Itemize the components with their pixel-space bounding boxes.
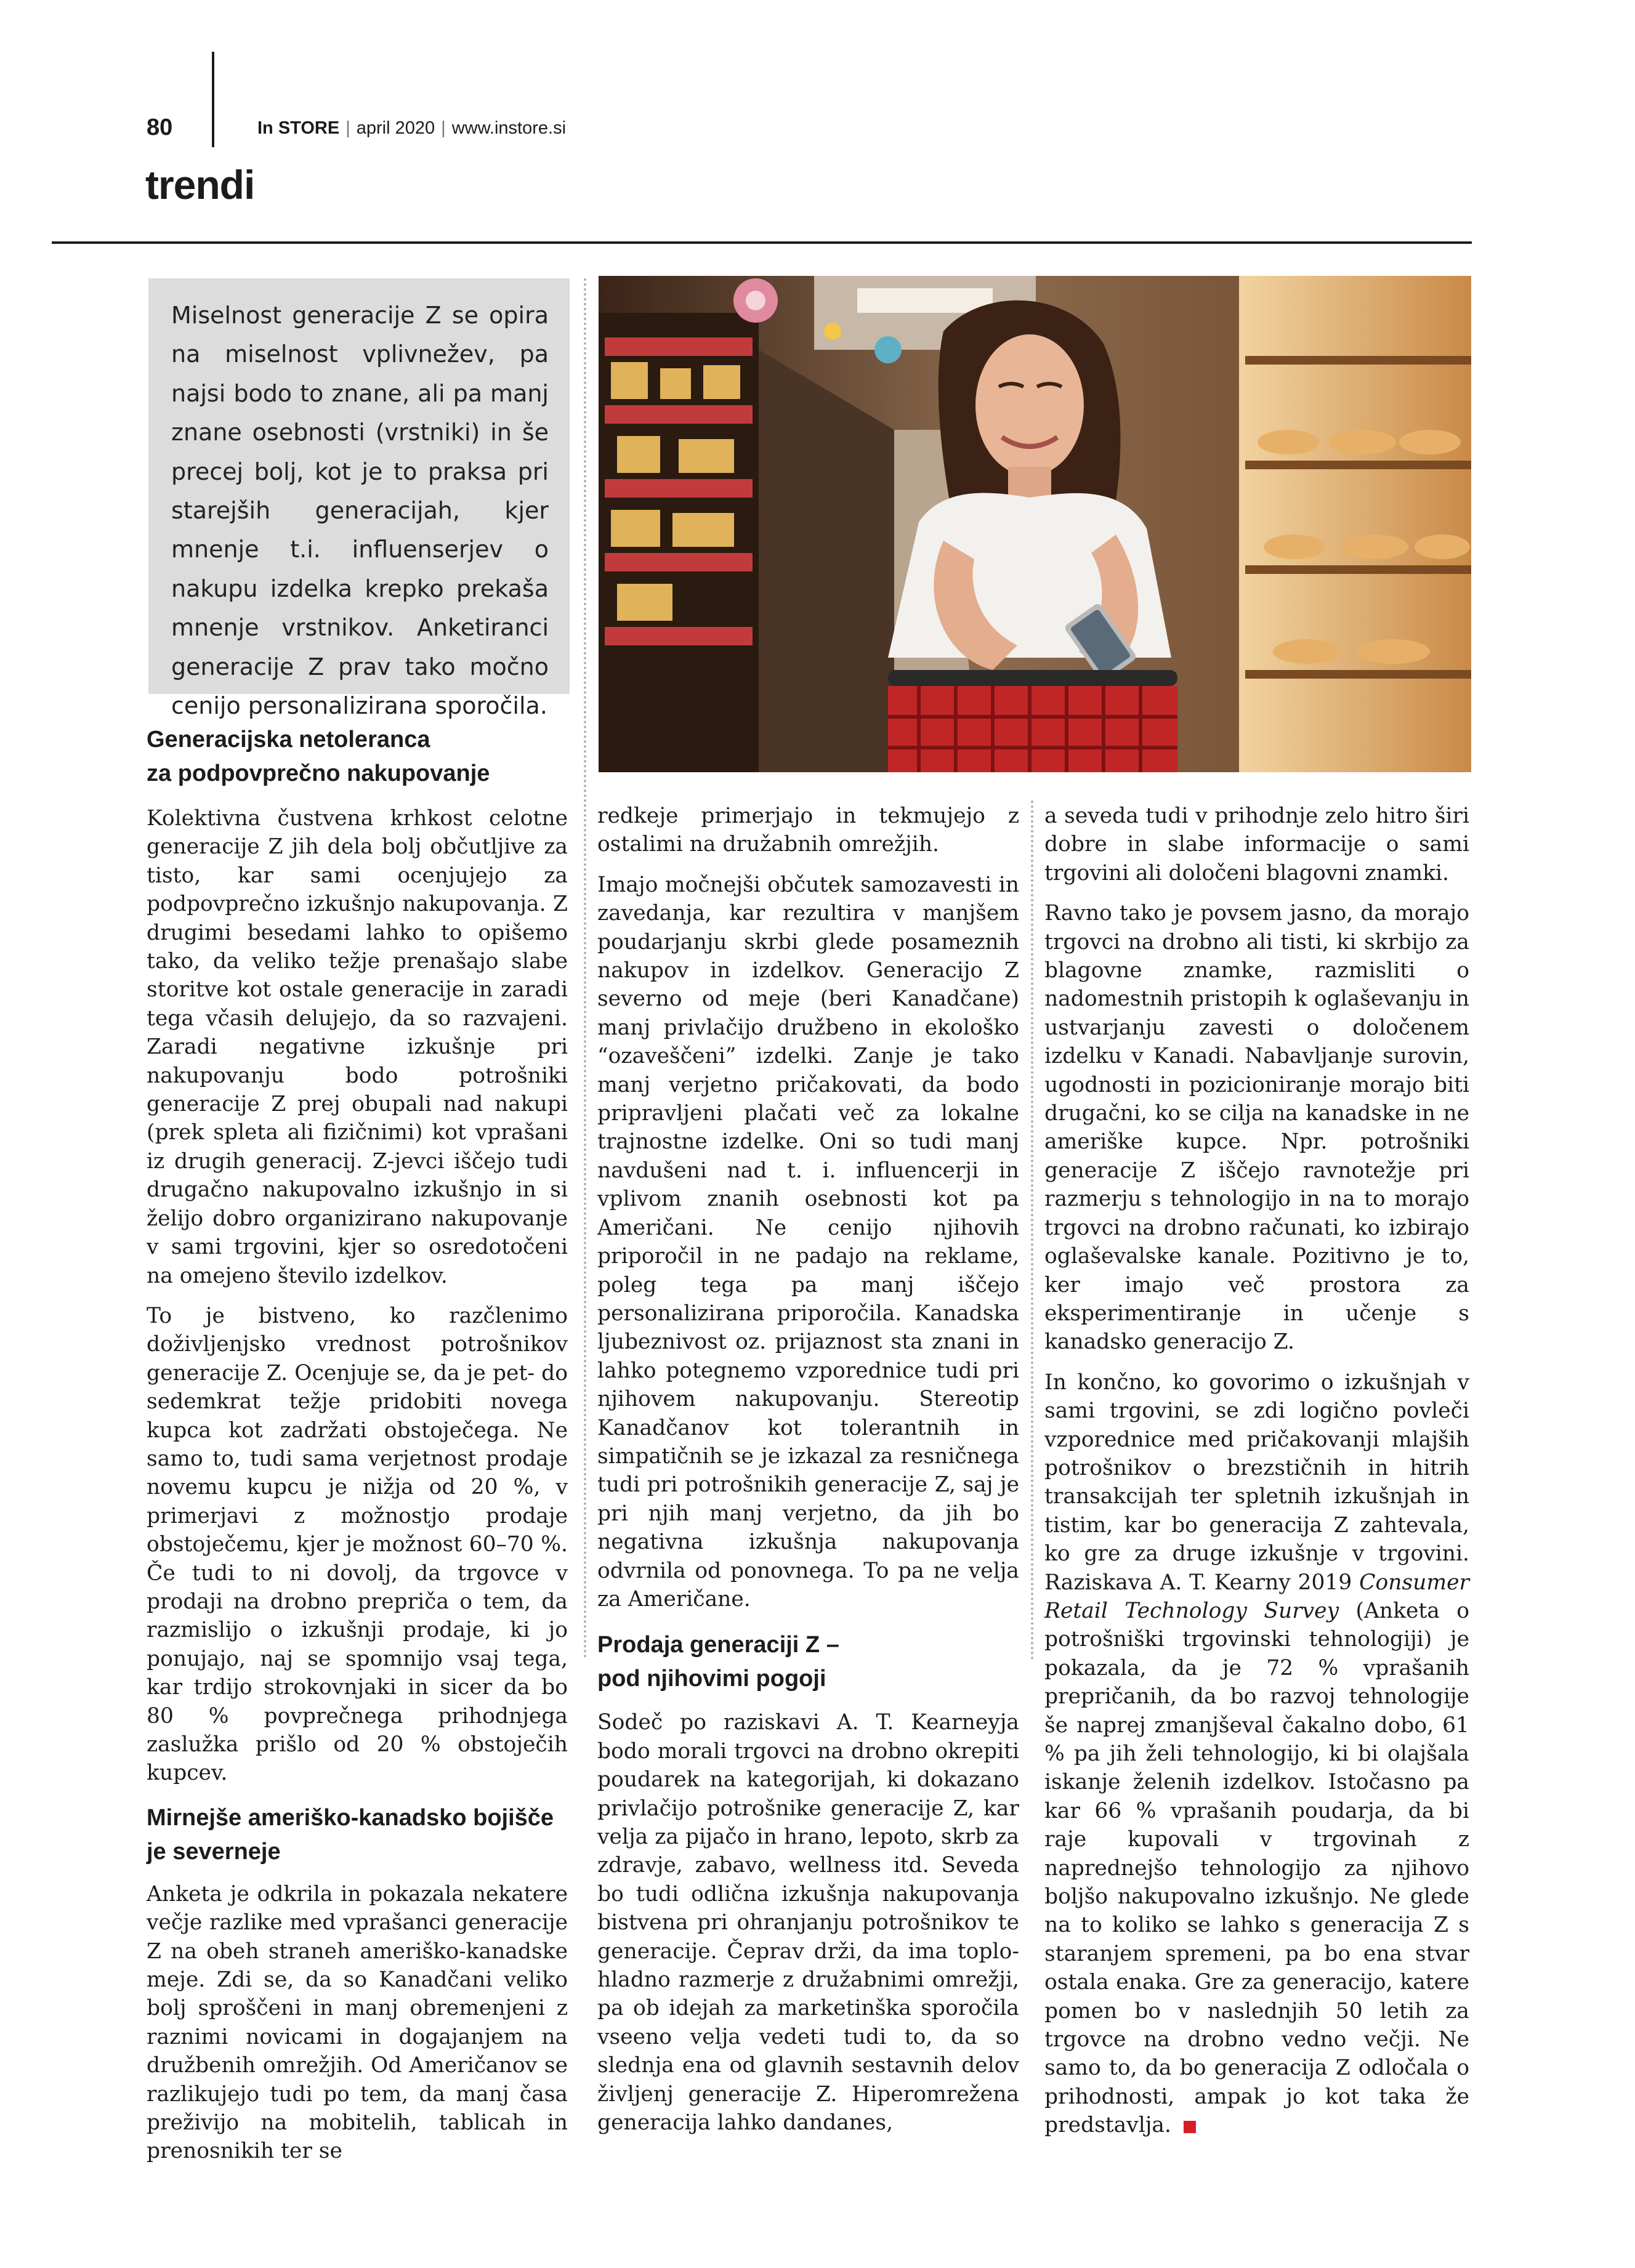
paragraph: Sodeč po raziskavi A. T. Kearneyja bodo morali trgovci na drobno okrepiti poudarek na kategorijah, ki dokazano privlačijo potrošnike generacije Z, kar velja za pijačo in hrano, lepoto, skrb za zdravje, zabavo, wellness itd. Seveda bo tudi odlična izkušnja nakupovanja bistvena pri ohranjanju potrošnikov te generacije. Čeprav drži, da ima toplo-hladno razmerje z družabnimi omrežji, pa ob idejah za marketinška sporočila vseeno velja vedeti tudi to, da so slednja ena od glavnih sestavnih delov življenj generacije Z. Hiperomrežena generacija lahko dandanes, [597,1710,1019,2136]
pull-quote-box [148,278,570,720]
paragraph: a seveda tudi v prihodnje zelo hitro širi dobre in slabe informacije o sami trgovini ali določeni blagovni znamki. [1044,804,1469,886]
separator: | [345,118,350,138]
separator: | [441,118,446,138]
article-column-1 [147,723,568,2177]
survey-title: Consumer Retail Technology Survey [1044,1570,1469,1623]
store-photo [599,276,1471,772]
issue-date: april 2020 [356,118,435,138]
column-separator [1031,801,1033,1660]
paragraph: redkeje primerjajo in tekmujejo z ostalimi na družabnih omrežjih. [597,804,1019,857]
header-rule [52,241,1472,244]
pull-quote-text: Miselnost generacije Z se opira na miselnost vplivnežev, pa najsi bodo to znane, ali pa manj znane osebnosti (vrstniki) in še precej bolj, kot je to praksa pri starejših generacijah, kjer mnenje t.i. influenserjev o nakupu izdelka krepko prekaša mnenje vrstnikov. Anketiranci generacije Z prav tako močno cenijo personalizirana sporočila. [171,302,549,720]
website-link[interactable]: www.instore.si [451,118,567,138]
subheading: Generacijska netoleranca za podpovprečno nakupovanje [147,727,490,786]
photo-young-woman-with-smartphone-and-shopping-cart-in-store-aisle [599,276,1471,772]
paragraph: Imajo močnejši občutek samozavesti in zavedanja, kar rezultira v manjšem poudarjanju skrbi glede posameznih nakupov in izdelkov. Generacijo Z severno od meje (beri Kanadčane) manj privlačijo družbeno in ekološko “ozaveščeni” izdelki. Zanje je tako manj verjetno pričakovati, da bodo pripravljeni plačati več za lokalne trajnostne izdelke. Oni so tudi manj navdušeni nad t. i. influencerji in vplivom znanih osebnosti kot pa Američani. Ne cenijo njihovih priporočil in ne padajo na reklame, poleg tega pa manj iščejo personalizirana priporočila. Kanadska ljubeznivost oz. prijaznost sta znani in lahko potegnemo vzporednice tudi pri njihovem nakupovanju. Stereotip Kanadčanov kot tolerantnih in simpatičnih se je izkazal za resničnega tudi pri potrošnikih generacije Z, saj je pri njih manj verjetno, da jih bo negativna izkušnja nakupovanja odvrnila od ponovnega. To pa ne velja za Američane. [597,872,1019,1612]
end-of-article-mark [1184,2121,1196,2133]
paragraph: Kolektivna čustvena krhkost celotne generacije Z jih dela bolj občutljive za tisto, kar sami ocenjujejo za podpovprečno izkušnjo nakupovanja. Z drugimi besedami lahko to opišemo tako, da veliko težje prenašajo slabe storitve kot ostale generacije in zaradi tega včasih delujejo, da so razvajeni. Zaradi negativne izkušnje pri nakupovanju bodo potrošniki generacije Z prej obupali nad nakupi (prek spleta ali fizičnimi) kot vprašani iz drugih generacij. Z-jevci iščejo tudi drugačno nakupovalno izkušnjo in si želijo dobro organizirano nakupovanje v sami trgovini, kjer so osredotočeni na omejeno število izdelkov. [147,806,568,1288]
article-column-2 [597,802,1019,2149]
section-title: trendi [145,162,255,208]
header-info [257,118,566,139]
subheading: Prodaja generaciji Z – pod njihovimi pogoji [597,1632,839,1692]
column-separator [584,278,586,1659]
paragraph: To je bistveno, ko razčlenimo doživljenjsko vrednost potrošnikov generacije Z. Ocenjuje se, da je pet- do sedemkrat težje pridobiti novega kupca kot zadržati obstoječega. Ne samo to, tudi sama verjetnost prodaje novemu kupcu je nižja od 20 %, v primerjavi z možnostjo prodaje obstoječemu, kjer je možnost 60–70 %. Če tudi to ni dovolj, da trgovce v prodaji na drobno prepriča o tem, da razmislijo o izkušnji prodaje, ki jo ponujajo, naj se spomnijo vsaj tega, kar trdijo strokovnjaki in sicer da bo 80 % povprečnega prihodnjega zaslužka prišlo od 20 % obstoječih kupcev. [147,1303,568,1786]
magazine-logo: In STORE [257,118,340,138]
header-divider [212,52,214,147]
paragraph: Ravno tako je povsem jasno, da morajo trgovci na drobno ali tisti, ki skrbijo za blagovne znamke, razmisliti o nadomestnih pristopih k oglaševanju in ustvarjanju zavesti o določenem izdelku v Kanadi. Nabavljanje surovin, ugodnosti in pozicioniranje morajo biti drugačni, ko se cilja na kanadske in ne ameriške kupce. Npr. potrošniki generacije Z iščejo ravnotežje pri razmerju s tehnologijo in na to morajo trgovci na drobno računati, ko izbirajo oglaševalske kanale. Pozitivno je to, ker imajo več prostora za eksperimentiranje in učenje s kanadsko generacijo Z. [1044,901,1469,1355]
page-number: 80 [147,115,173,140]
article-column-3 [1044,802,1469,2152]
paragraph: Anketa je odkrila in pokazala nekatere večje razlike med vprašanci generacije Z na obeh straneh ameriško-kanadske meje. Zdi se, da so Kanadčani veliko bolj sproščeni in manj obremenjeni z raznimi novicami in dogajanjem na družbenih omrežjih. Od Američanov se razlikujejo tudi po tem, da manj časa preživijo na mobitelih, tablicah in prenosnikih ter se [147,1881,568,2164]
subheading: Mirnejše ameriško-kanadsko bojišče je severneje [147,1804,554,1865]
paragraph: In končno, ko govorimo o izkušnjah v sami trgovini, se zdi logično povleči vzporednice med pričakovanji mlajših potrošnikov o brezstičnih in hitrih transakcijah ter spletnih izkušnjah in tistim, kar bo generacija Z zahtevala, ko gre za druge izkušnje v trgovini. Raziskava A. T. Kearny 2019 Consumer Retail Technology Survey (Anketa o potrošniški trgovinski tehnologiji) je pokazala, da je 72 % vprašanih prepričanih, da bo razvoj tehnologije še naprej zmanjševal čakalno dobo, 61 % pa jih želi tehnologijo, ki bi olajšala iskanje želenih izdelkov. Istočasno pa kar 66 % vprašanih poudarja, da bi raje kupovali v trgovinah z naprednejšo tehnologijo za njihovo boljšo nakupovalno izkušnjo. Ne glede na to koliko se lahko s generacija Z s staranjem spremeni, pa bo ena stvar ostala enaka. Gre za generacijo, katere pomen bo v naslednjih 50 letih za trgovce na drobno vedno večji. Ne samo to, da bo generacija Z odločala o prihodnosti, ampak jo kot taka že predstavlja. [1044,1370,1469,2138]
